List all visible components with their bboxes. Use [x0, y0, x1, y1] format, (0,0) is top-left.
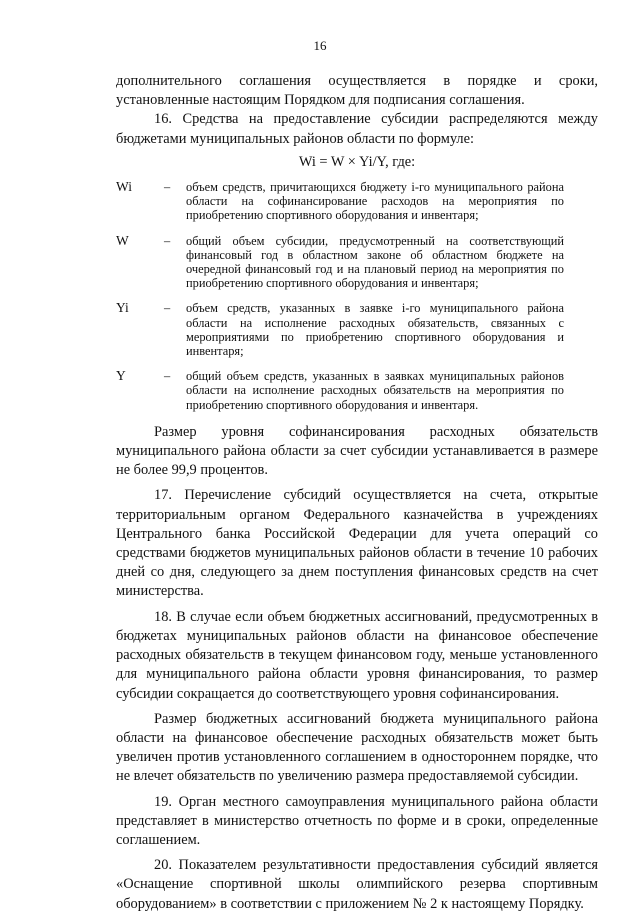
definition-dash: –	[164, 180, 171, 195]
document-body	[116, 72, 598, 914]
definition-dash: –	[164, 233, 171, 248]
definition-symbol: Yi	[116, 300, 129, 316]
definition-row	[116, 301, 598, 358]
paragraph-16: 16. Средства на предоставление субсидии распределяются между бюджетами муниципальных районов области по формуле:	[116, 111, 598, 147]
definition-row	[116, 180, 598, 223]
page-number: 16	[313, 38, 327, 53]
definition-text: объем средств, указанных в заявке i-го муниципального района области на исполнение расходных обязательств, связанных с мероприятиями по приобретению спортивного оборудования и инвентаря;	[186, 301, 564, 359]
definition-text: общий объем субсидии, предусмотренный на соответствующий финансовый год в областном законе об областном бюджете на очередной финансовый год и на плановый период на мероприятия по приобретению спортивного оборудования и инвентаря;	[186, 233, 564, 291]
paragraph-cofinancing: Размер уровня софинансирования расходных обязательств муниципального района области за счет субсидии устанавливается в размере не более 99,9 процентов.	[116, 423, 598, 479]
definition-dash: –	[164, 369, 171, 384]
paragraph-20: 20. Показателем результативности предоставления субсидий является «Оснащение спортивной школы олимпийского резерва спортивным оборудованием» в соответствии с приложением № 2 к настоящему Порядку.	[116, 857, 598, 912]
definition-dash: –	[164, 301, 171, 316]
definition-row	[116, 369, 598, 412]
definitions-list	[116, 180, 598, 412]
definition-row	[116, 234, 598, 291]
paragraph-18: 18. В случае если объем бюджетных ассигнований, предусмотренных в бюджетах муниципальных районов области на финансовое обеспечение расходных обязательств в текущем финансовом году, меньше установленного для муниципального района области уровня финансирования, то размер субсидии сокращается до соответствующего уровня софинансирования.	[116, 608, 598, 702]
paragraph-intro: дополнительного соглашения осуществляется в порядке и сроки, установленные настоящим Порядком для подписания соглашения.	[116, 73, 598, 109]
definition-text: объем средств, причитающихся бюджету i-го муниципального района области на софинансирование расходов на мероприятия по приобретению спортивного оборудования и инвентаря;	[186, 180, 564, 223]
definition-symbol: W	[116, 232, 129, 248]
definition-symbol: Wi	[116, 179, 132, 195]
paragraph-budget: Размер бюджетных ассигнований бюджета муниципального района области на финансовое обеспечение расходных обязательств может быть увеличен против установленного соглашением в одностороннем порядке, что не влечет обязательств по увеличению размера предоставляемой субсидии.	[116, 710, 598, 785]
definition-symbol: Y	[116, 368, 126, 384]
definition-text: общий объем средств, указанных в заявках муниципальных районов области на исполнение расходных обязательств на мероприятия по приобретению спортивного оборудования и инвентаря.	[186, 369, 564, 412]
formula: Wi = W × Yi/Y, где:	[298, 153, 416, 170]
paragraph-19: 19. Орган местного самоуправления муниципального района области представляет в министерство отчетность по форме и в сроки, определенные соглашением.	[116, 793, 598, 848]
paragraph-17: 17. Перечисление субсидий осуществляется на счета, открытые территориальным органом Федерального казначейства в учреждениях Центрального банка Российской Федерации для учета операций со средствами бюджетов муниципальных районов области в течение 10 рабочих дней со дня, следующего за днем поступления финансовых средств на счет министерства.	[116, 487, 598, 600]
